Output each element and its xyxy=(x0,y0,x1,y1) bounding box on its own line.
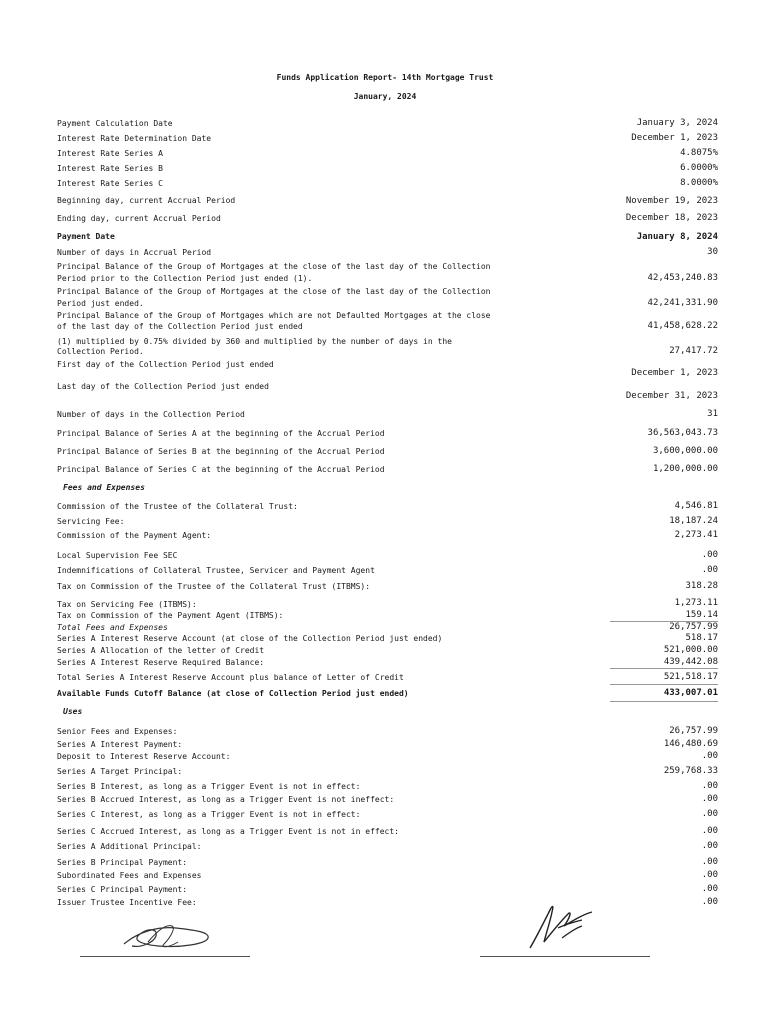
row-value: 36,563,043.73 xyxy=(647,428,718,438)
row-value: 26,757.99 xyxy=(669,726,718,736)
row-label: Principal Balance of Series A at the beginning of the Accrual Period xyxy=(57,429,385,438)
row-value: .00 xyxy=(701,794,718,804)
report-title: Funds Application Report- 14th Mortgage Trust xyxy=(276,73,494,82)
row-value: 8.0000% xyxy=(680,178,718,188)
row-value: .00 xyxy=(701,751,718,761)
row-label: Commission of the Trustee of the Collateral Trust: xyxy=(57,502,298,511)
row-value: December 31, 2023 xyxy=(625,391,718,401)
row-value: 4,546.81 xyxy=(674,501,718,511)
row-label: Interest Rate Series B xyxy=(57,164,163,173)
row-label: Series A Interest Reserve Account (at close of the Collection Period just ended) xyxy=(57,634,443,643)
row-label: Series A Additional Principal: xyxy=(57,842,202,851)
row-label: Beginning day, current Accrual Period xyxy=(57,196,236,205)
row-label: Interest Rate Determination Date xyxy=(57,134,212,143)
row-label: First day of the Collection Period just ended xyxy=(57,360,274,369)
row-label: Principal Balance of Series B at the beginning of the Accrual Period xyxy=(57,447,385,456)
total-rule xyxy=(610,701,718,702)
row-value: .00 xyxy=(701,884,718,894)
row-value: 6.0000% xyxy=(680,163,718,173)
row-value: 259,768.33 xyxy=(663,766,718,776)
row-label: Series C Interest, as long as a Trigger Event is not in effect: xyxy=(57,810,361,819)
row-label: Interest Rate Series A xyxy=(57,149,163,158)
row-value: January 3, 2024 xyxy=(636,118,718,128)
row-label: Series C Principal Payment: xyxy=(57,885,188,894)
signature-left xyxy=(118,918,218,952)
row-value: 1,273.11 xyxy=(674,598,718,608)
row-value: November 19, 2023 xyxy=(625,196,718,206)
row-value: 1,200,000.00 xyxy=(652,464,718,474)
row-label: Number of days in the Collection Period xyxy=(57,410,245,419)
signature-right xyxy=(522,898,602,954)
row-label: Series C Accrued Interest, as long as a Trigger Event is not in effect: xyxy=(57,827,399,836)
row-label: Principal Balance of the Group of Mortgages at the close of the last day of the Collection xyxy=(57,262,491,271)
row-value: 18,187.24 xyxy=(669,516,718,526)
row-value: 159.14 xyxy=(685,610,718,620)
row-value: December 1, 2023 xyxy=(631,133,718,143)
row-value: .00 xyxy=(701,897,718,907)
row-label: Local Supervision Fee SEC xyxy=(57,551,178,560)
row-label: Tax on Servicing Fee (ITBMS): xyxy=(57,600,197,609)
total-fees-label: Total Fees and Expenses xyxy=(57,623,168,632)
row-value: 30 xyxy=(707,247,718,257)
row-label: Indemnifications of Collateral Trustee, Servicer and Payment Agent xyxy=(57,566,375,575)
row-value: 42,241,331.90 xyxy=(647,298,718,308)
row-value: .00 xyxy=(701,841,718,851)
row-label: Tax on Commission of the Payment Agent (ITBMS): xyxy=(57,611,284,620)
row-label: Period prior to the Collection Period just ended (1). xyxy=(57,274,313,283)
row-label: Principal Balance of the Group of Mortgages at the close of the last day of the Collection xyxy=(57,287,491,296)
row-label: Total Series A Interest Reserve Account plus balance of Letter of Credit xyxy=(57,673,404,682)
payment-date-label: Payment Date xyxy=(57,232,115,241)
row-label: Last day of the Collection Period just ended xyxy=(57,382,269,391)
row-label: (1) multiplied by 0.75% divided by 360 and multiplied by the number of days in the xyxy=(57,337,452,346)
row-label: Interest Rate Series C xyxy=(57,179,163,188)
row-label: Senior Fees and Expenses: xyxy=(57,727,178,736)
row-label: Principal Balance of the Group of Mortgages which are not Defaulted Mortgages at the close xyxy=(57,311,491,320)
row-value: 521,000.00 xyxy=(663,645,718,655)
row-label: Series B Principal Payment: xyxy=(57,858,188,867)
payment-date-value: January 8, 2024 xyxy=(636,232,718,242)
row-label: Series A Target Principal: xyxy=(57,767,183,776)
row-value: 27,417.72 xyxy=(669,346,718,356)
row-value: .00 xyxy=(701,550,718,560)
row-label: Commission of the Payment Agent: xyxy=(57,531,212,540)
row-value: 42,453,240.83 xyxy=(647,273,718,283)
row-label: Series A Interest Payment: xyxy=(57,740,183,749)
row-value: 439,442.08 xyxy=(663,657,718,667)
row-label: of the last day of the Collection Period just ended xyxy=(57,322,303,331)
row-value: 3,600,000.00 xyxy=(652,446,718,456)
row-label: Series B Accrued Interest, as long as a Trigger Event is not ineffect: xyxy=(57,795,395,804)
row-label: Servicing Fee: xyxy=(57,517,125,526)
row-value: 41,458,628.22 xyxy=(647,321,718,331)
row-value: 318.28 xyxy=(685,581,718,591)
row-value: 146,480.69 xyxy=(663,739,718,749)
row-label: Payment Calculation Date xyxy=(57,119,173,128)
section-heading-fees: Fees and Expenses xyxy=(63,483,145,492)
row-label: Issuer Trustee Incentive Fee: xyxy=(57,898,197,907)
row-value: 2,273.41 xyxy=(674,530,718,540)
row-label: Collection Period. xyxy=(57,347,144,356)
row-label: Period just ended. xyxy=(57,299,144,308)
row-value: .00 xyxy=(701,826,718,836)
row-value: December 1, 2023 xyxy=(631,368,718,378)
row-label: Subordinated Fees and Expenses xyxy=(57,871,202,880)
row-label: Principal Balance of Series C at the beginning of the Accrual Period xyxy=(57,465,385,474)
row-label: Tax on Commission of the Trustee of the Collateral Trust (ITBMS): xyxy=(57,582,371,591)
row-value: .00 xyxy=(701,870,718,880)
section-heading-uses: Uses xyxy=(63,707,83,716)
row-value: 31 xyxy=(707,409,718,419)
report-period: January, 2024 xyxy=(353,92,417,101)
row-value: .00 xyxy=(701,565,718,575)
available-funds-label: Available Funds Cutoff Balance (at close of Collection Period just ended) xyxy=(57,689,409,698)
signature-line-right xyxy=(480,956,650,957)
row-value: .00 xyxy=(701,857,718,867)
row-label: Series A Interest Reserve Required Balance: xyxy=(57,658,265,667)
subtotal-rule xyxy=(610,668,718,669)
row-value: 518.17 xyxy=(685,633,718,643)
row-label: Deposit to Interest Reserve Account: xyxy=(57,752,231,761)
total-fees-value: 26,757.99 xyxy=(669,622,718,632)
row-value: December 18, 2023 xyxy=(625,213,718,223)
row-label: Ending day, current Accrual Period xyxy=(57,214,221,223)
row-value: 521,518.17 xyxy=(663,672,718,682)
row-label: Series A Allocation of the letter of Credit xyxy=(57,646,265,655)
row-label: Series B Interest, as long as a Trigger Event is not in effect: xyxy=(57,782,361,791)
subtotal-rule xyxy=(610,684,718,685)
row-label: Number of days in Accrual Period xyxy=(57,248,212,257)
row-value: 4.8075% xyxy=(680,148,718,158)
row-value: .00 xyxy=(701,781,718,791)
available-funds-value: 433,007.01 xyxy=(663,688,718,698)
row-value: .00 xyxy=(701,809,718,819)
signature-line-left xyxy=(80,956,250,957)
